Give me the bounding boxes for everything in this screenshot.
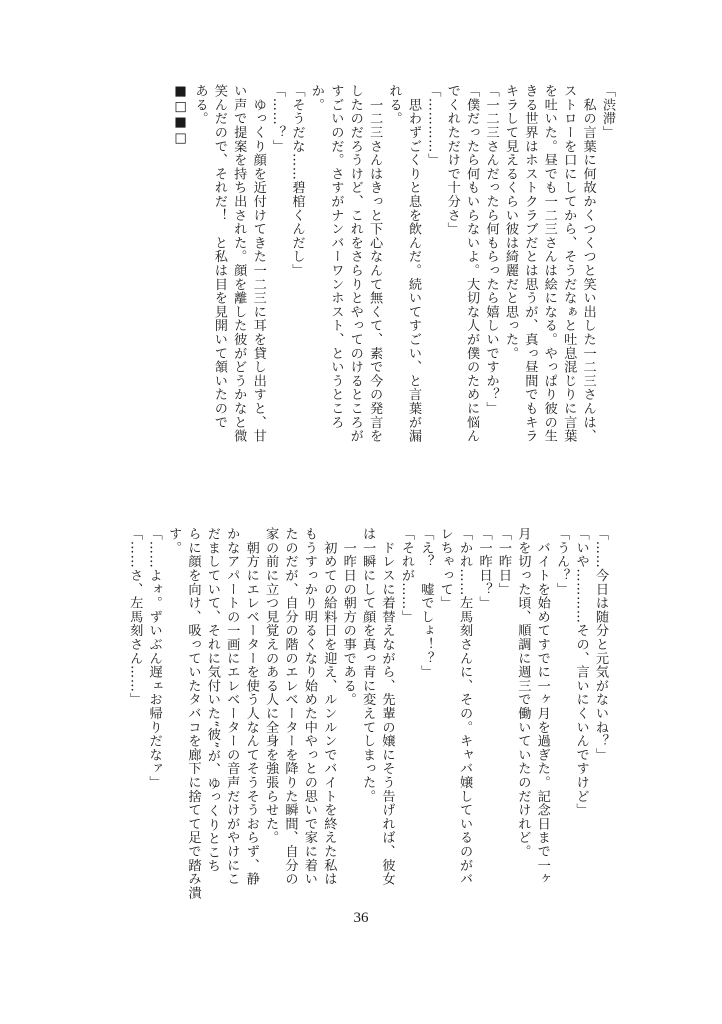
text-line: らに顔を向け、吸っていたタバコを廊下に捨てて足で踏み潰 bbox=[185, 527, 201, 900]
text-line: す。 bbox=[166, 527, 182, 555]
text-line: バイトを始めてすでに一ヶ月を過ぎた。記念日まで一ヶ bbox=[534, 527, 550, 886]
text-line: 「僕だったら何もいらないよ。大切な人が僕のために悩ん bbox=[464, 84, 480, 443]
text-line: もうすっかり明るくなり始めた中やっとの思いで家に着い bbox=[301, 527, 317, 886]
text-line: したのだろうけど、これをさらりとやってのけるところが bbox=[347, 84, 363, 443]
upper-text-column bbox=[171, 84, 617, 484]
text-line: 「一昨日」 bbox=[495, 527, 511, 596]
text-line: でくれただけで十分さ」 bbox=[444, 84, 460, 236]
text-line: 「それが……」 bbox=[398, 527, 414, 624]
text-line: 月を切った頃、順調に週三で働いていたのだけれど。 bbox=[515, 527, 531, 859]
text-line: 朝方にエレベーターを使う人なんてそうそうおらず、静 bbox=[243, 527, 259, 886]
text-line: 笑んだので、それだ！ と私は目を見開いて頷いたので bbox=[211, 84, 227, 429]
text-line: を吐いた。昼でも一二三さんは絵になる。やっぱり彼の生 bbox=[541, 84, 557, 443]
text-line: 「…………」 bbox=[425, 84, 441, 167]
text-line: きる世界はホストクラブだとは思うが、真っ昼間でもキラ bbox=[522, 84, 538, 443]
page-number: 36 bbox=[353, 910, 369, 926]
text-line: かなアパートの一画にエレベーターの音声だけがやけにこ bbox=[224, 527, 240, 886]
text-line: 家の前に立つ見覚えのある人に全身を強張らせた。 bbox=[263, 527, 279, 845]
text-line: 「かれ……左馬刻さんに、その。キャバ嬢しているのがバ bbox=[457, 527, 473, 886]
text-line: だましていて、それに気付いた“彼”が、ゆっくりとこち bbox=[204, 527, 220, 873]
text-line: か。 bbox=[308, 84, 324, 112]
lower-text-column bbox=[125, 527, 610, 907]
text-line: 私の言葉に何故かくつくつと笑い出した一二三さんは、 bbox=[580, 84, 596, 443]
text-line: たのだが、自分の階のエレベーターを降りた瞬間、自分の bbox=[282, 527, 298, 886]
text-line: レちゃって」 bbox=[437, 527, 453, 610]
text-line: 「いや…………その、言いにくいんですけど」 bbox=[573, 527, 589, 817]
text-line: 「……よォ。ずいぶん遅ェお帰りだなァ」 bbox=[146, 527, 162, 790]
text-line: ゆっくり顔を近付けてきた一二三に耳を貸し出すと、甘 bbox=[250, 84, 266, 443]
text-line: 「……今日は随分と元気がないね？」 bbox=[593, 527, 608, 762]
text-line: 「うん？」 bbox=[554, 527, 570, 596]
text-line: 初めての給料日を迎え、ルンルンでバイトを終えた私は bbox=[321, 527, 337, 886]
text-line: ある。 bbox=[192, 84, 208, 126]
text-line: 思わずごくりと息を飲んだ。続いてすごい、と言葉が漏 bbox=[405, 84, 421, 443]
text-line: ドレスに着替えながら、先輩の嬢にそう告げれば、彼女 bbox=[379, 527, 395, 886]
text-line: キラして見えるくらい彼は綺麗だと思った。 bbox=[502, 84, 518, 360]
text-line: い声で提案を持ち出された。顔を離した彼がどうかなと微 bbox=[231, 84, 247, 443]
text-line: 一昨日の朝方の事である。 bbox=[340, 527, 356, 707]
text-line: 「一二三さんだったら何もらったら嬉しいですか？」 bbox=[483, 84, 499, 416]
text-line: れる。 bbox=[386, 84, 402, 126]
text-line: 「渋滞」 bbox=[600, 84, 615, 140]
text-line: 「……？」 bbox=[270, 84, 286, 153]
text-line: ■□■□ bbox=[173, 84, 189, 147]
text-line: ストローを口にしてから、そうだなぁと吐息混じりに言葉 bbox=[561, 84, 577, 443]
text-line: 「そうだな……碧棺くんだし」 bbox=[289, 84, 305, 278]
text-line: は一瞬にして顔を真っ青に変えてしまった。 bbox=[360, 527, 376, 803]
text-line: 「……さ、左馬刻さん……」 bbox=[127, 527, 143, 707]
text-line: 「え？ 嘘でしょ！？」 bbox=[418, 527, 434, 679]
text-line: 「一昨日？」 bbox=[476, 527, 492, 610]
text-line: 一二三さんはきっと下心なんて無くて、素で今の発言を bbox=[367, 84, 383, 443]
text-line: すごいのだ。さすがナンバーワンホスト、というところ bbox=[328, 84, 344, 429]
